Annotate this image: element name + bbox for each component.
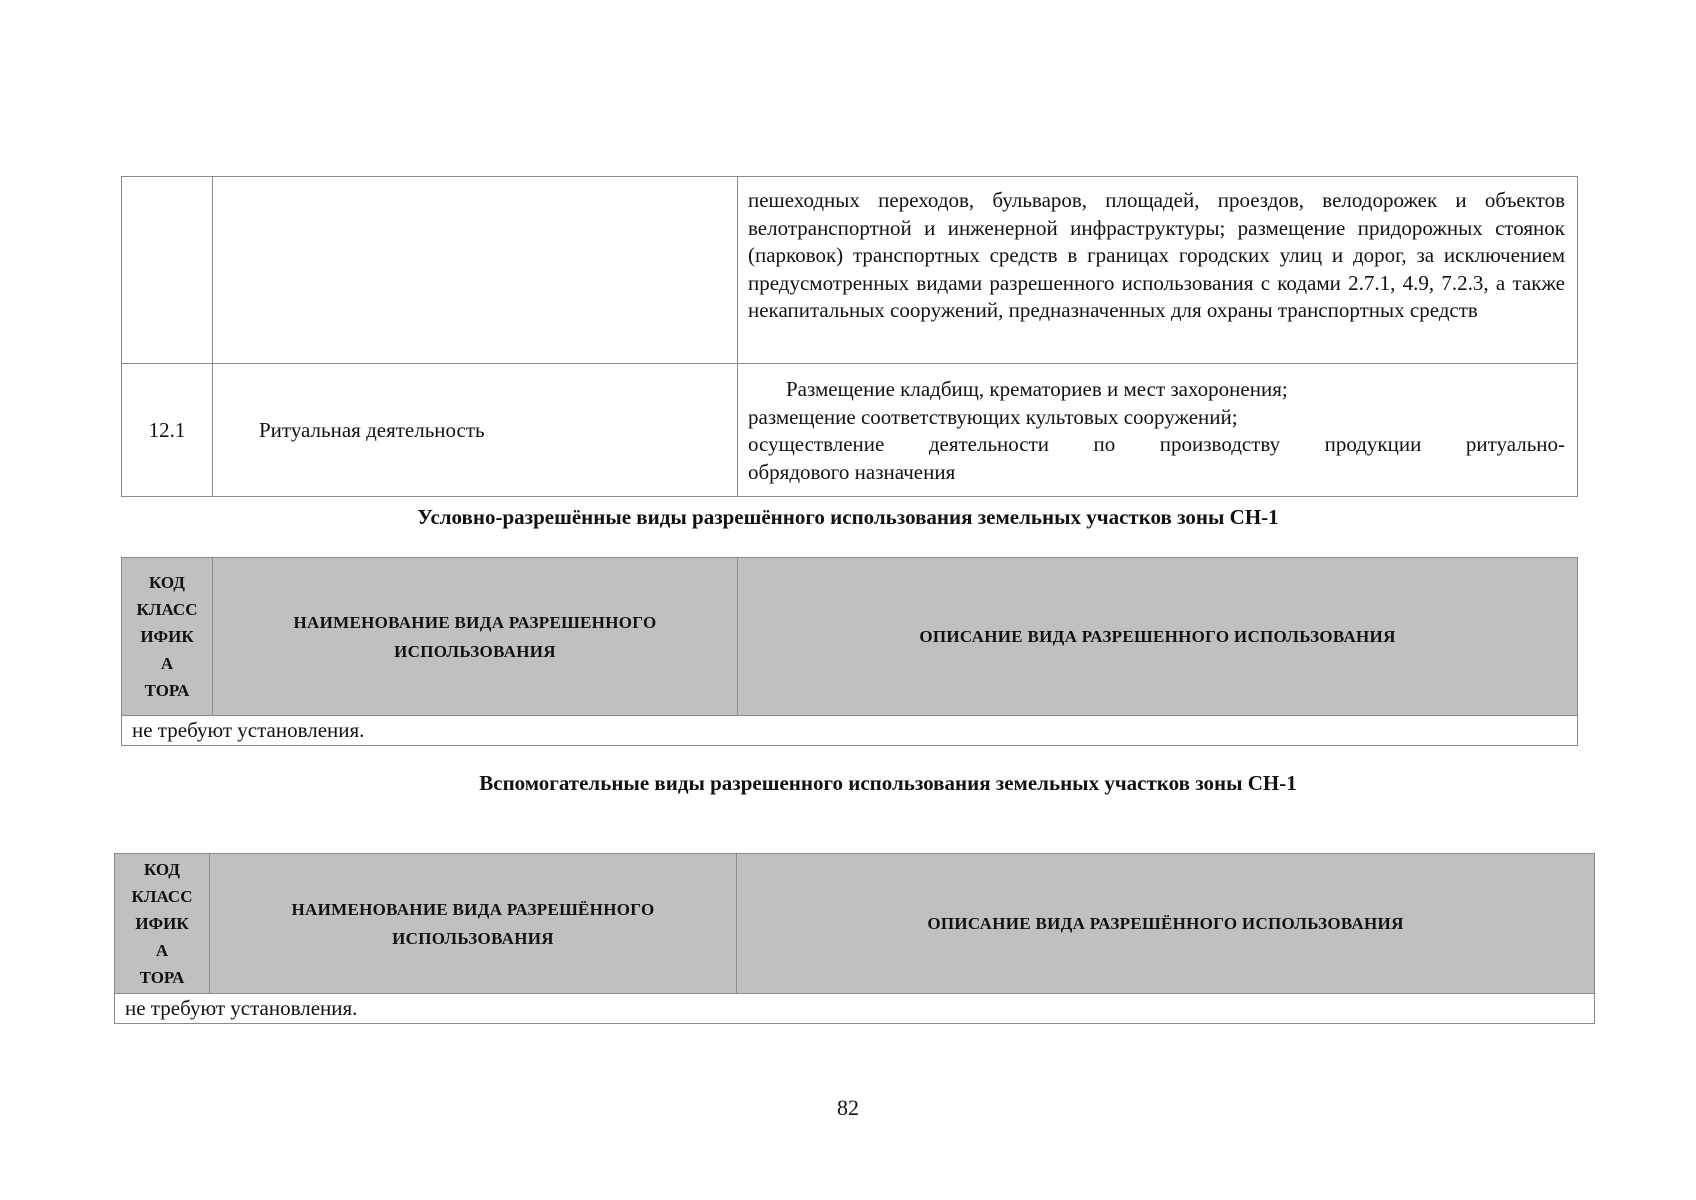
header-code (122, 558, 213, 716)
header-code-line: ИФИК (135, 914, 189, 933)
header-name-line: ИСПОЛЬЗОВАНИЯ (394, 641, 556, 661)
header-code-line: КЛАСС (131, 887, 193, 906)
description-cell (738, 364, 1578, 497)
header-code-line: КОД (149, 573, 185, 592)
description-line: размещение соответствующих культовых сооружений; (748, 404, 1238, 429)
code-value: 12.1 (148, 417, 186, 442)
section-title-conditional: Условно-разрешённые виды разрешённого использования земельных участков зоны СН-1 (417, 505, 1279, 529)
description-line: обрядового назначения (748, 459, 956, 484)
name-cell: Ритуальная деятельность (213, 364, 738, 497)
header-name-line: НАИМЕНОВАНИЕ ВИДА РАЗРЕШЕННОГО (293, 612, 657, 632)
header-name (213, 558, 738, 716)
header-code-line: ИФИК (140, 627, 194, 646)
header-description: ОПИСАНИЕ ВИДА РАЗРЕШЕННОГО ИСПОЛЬЗОВАНИЯ (738, 558, 1578, 716)
header-name (210, 854, 737, 994)
main-use-table-continuation (121, 176, 1578, 497)
note-text: не требуют установления. (115, 994, 1595, 1024)
table-row (122, 177, 1578, 364)
header-code-line: А (155, 941, 169, 960)
description-line: осуществление деятельности по производству продукции ритуально- (748, 432, 1565, 456)
header-code-line: ТОРА (139, 968, 185, 987)
note-row (115, 994, 1595, 1024)
header-name-line: ИСПОЛЬЗОВАНИЯ (392, 928, 554, 948)
conditional-use-table (121, 557, 1578, 746)
header-code-line: ТОРА (144, 681, 190, 700)
header-row (122, 558, 1578, 716)
table-row (122, 364, 1578, 497)
note-text: не требуют установления. (122, 716, 1578, 746)
header-name-line: НАИМЕНОВАНИЕ ВИДА РАЗРЕШЁННОГО (291, 899, 655, 919)
code-cell (122, 177, 213, 364)
auxiliary-use-table (114, 853, 1595, 1024)
page-number: 82 (837, 1095, 859, 1120)
section-title-auxiliary: Вспомогательные виды разрешенного использования земельных участков зоны СН-1 (479, 771, 1297, 795)
code-cell (122, 364, 213, 497)
header-code-line: КОД (144, 860, 180, 879)
description-cell: пешеходных переходов, бульваров, площадей, проездов, велодорожек и объектов велотранспортной и инженерной инфраструктуры; размещение придорожных стоянок (парковок) транспортных средств в границах городских улиц и дорог, за исключением предусмотренных видами разрешенного использования с кодами 2.7.1, 4.9, 7.2.3, а также некапитальных сооружений, предназначенных для охраны транспортных средств (738, 177, 1578, 364)
note-row (122, 716, 1578, 746)
header-row (115, 854, 1595, 994)
header-description: ОПИСАНИЕ ВИДА РАЗРЕШЁННОГО ИСПОЛЬЗОВАНИЯ (737, 854, 1595, 994)
name-cell (213, 177, 738, 364)
description-line: Размещение кладбищ, крематориев и мест захоронения; (786, 377, 1288, 401)
header-code (115, 854, 210, 994)
header-code-line: А (160, 654, 174, 673)
header-code-line: КЛАСС (136, 600, 198, 619)
